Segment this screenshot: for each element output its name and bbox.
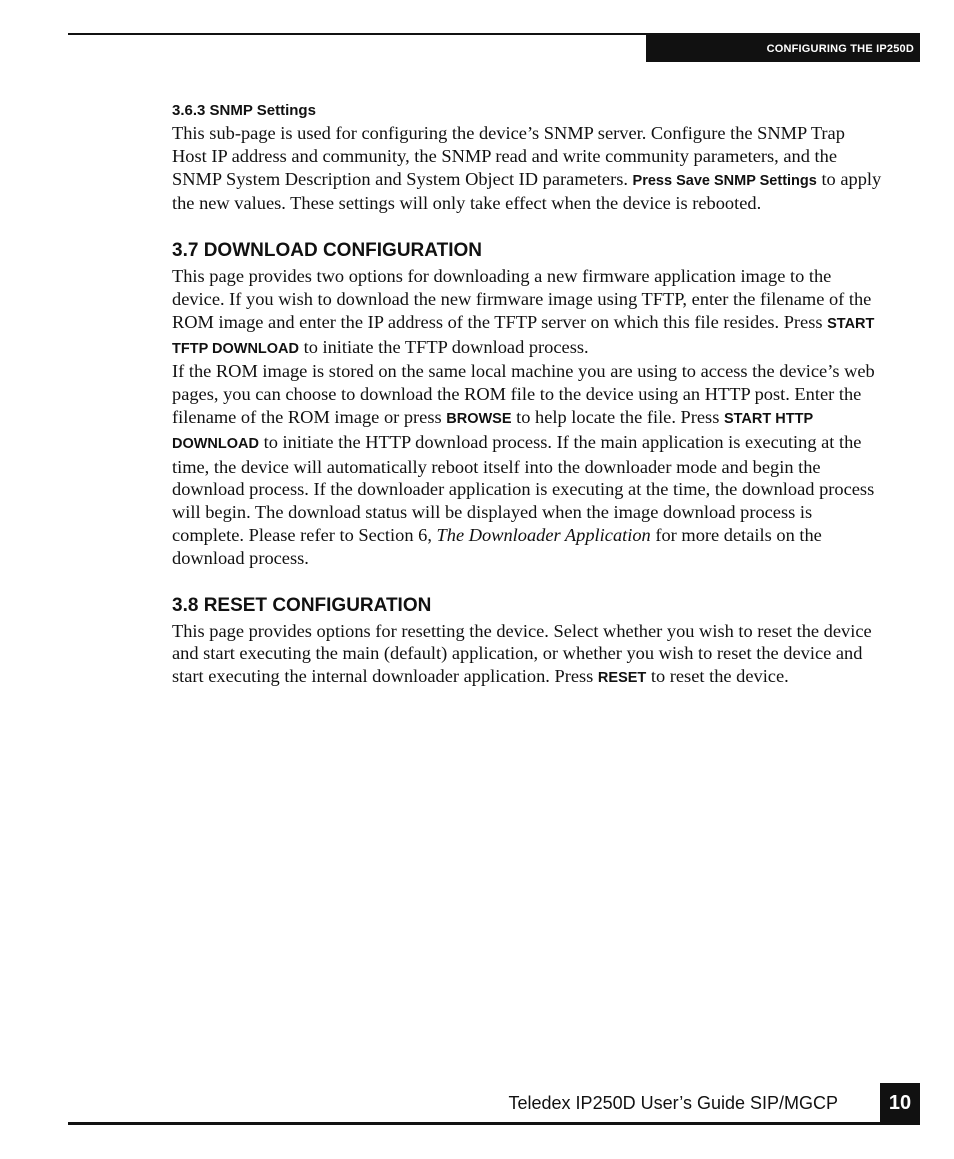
start-tftp-download-keyword: START TFTP DOWNLOAD: [172, 315, 875, 357]
reset-paragraph: [172, 620, 882, 690]
reset-text-2: to reset the device.: [646, 666, 789, 687]
snmp-settings-paragraph: [172, 122, 882, 215]
running-header: CONFIGURING THE IP250D: [646, 35, 920, 62]
download-text-6: for more details on the download process.: [172, 524, 822, 568]
footer-guide-title: Teledex IP250D User’s Guide SIP/MGCP: [508, 1093, 838, 1113]
page-number: 10: [880, 1083, 920, 1123]
download-configuration-heading: 3.7 DOWNLOAD CONFIGURATION: [172, 240, 482, 262]
snmp-text-2: to apply the new values. These settings will only take effect when the device is rebooted.: [172, 168, 882, 214]
reset-text-1: This page provides options for resetting the device. Select whether you wish to reset the device and start executing the main (default) application, or whether you wish to reset the device and start executing the internal downloader application. Press: [172, 620, 872, 687]
download-text-5: to initiate the HTTP download process. If the main application is executing at the time, the device will automatically reboot itself into the downloader mode and begin the download process. If the downloader application is executing at the time, the download process will begin. The download status will be displayed when the image download process is complete. Please refer to Section 6,: [172, 431, 875, 545]
snmp-text-1: This sub-page is used for configuring the device’s SNMP server. Configure the SNMP Trap Host IP address and community, the SNMP read and write community parameters, and the SNMP System Description and System Object ID parameters.: [172, 123, 845, 189]
reset-keyword: RESET: [597, 670, 647, 687]
download-tftp-paragraph: [172, 265, 882, 360]
reset-configuration-heading: 3.8 RESET CONFIGURATION: [172, 594, 432, 616]
download-text-1: This page provides two options for downloading a new firmware application image to the device. If you wish to download the new firmware image using TFTP, enter the filename of the ROM image and enter the IP address of the TFTP server on which this file resides. Press: [172, 266, 872, 332]
download-text-4: to help locate the file. Press: [511, 406, 724, 427]
download-text-2: to initiate the TFTP download process.: [299, 336, 589, 357]
download-http-paragraph: [172, 360, 882, 569]
start-http-download-keyword: START HTTP DOWNLOAD: [172, 410, 813, 452]
page-body: [172, 100, 882, 690]
save-snmp-settings-keyword: Press Save SNMP Settings: [632, 172, 817, 189]
snmp-settings-heading: 3.6.3 SNMP Settings: [172, 102, 316, 119]
download-text-3: If the ROM image is stored on the same local machine you are using to access the device’s web pages, you can choose to download the ROM file to the device using an HTTP post. Enter the filename of the ROM image or press: [172, 361, 875, 427]
downloader-application-reference: The Downloader Application: [436, 524, 651, 545]
browse-keyword: BROWSE: [446, 410, 512, 427]
footer-rule: [68, 1122, 920, 1125]
